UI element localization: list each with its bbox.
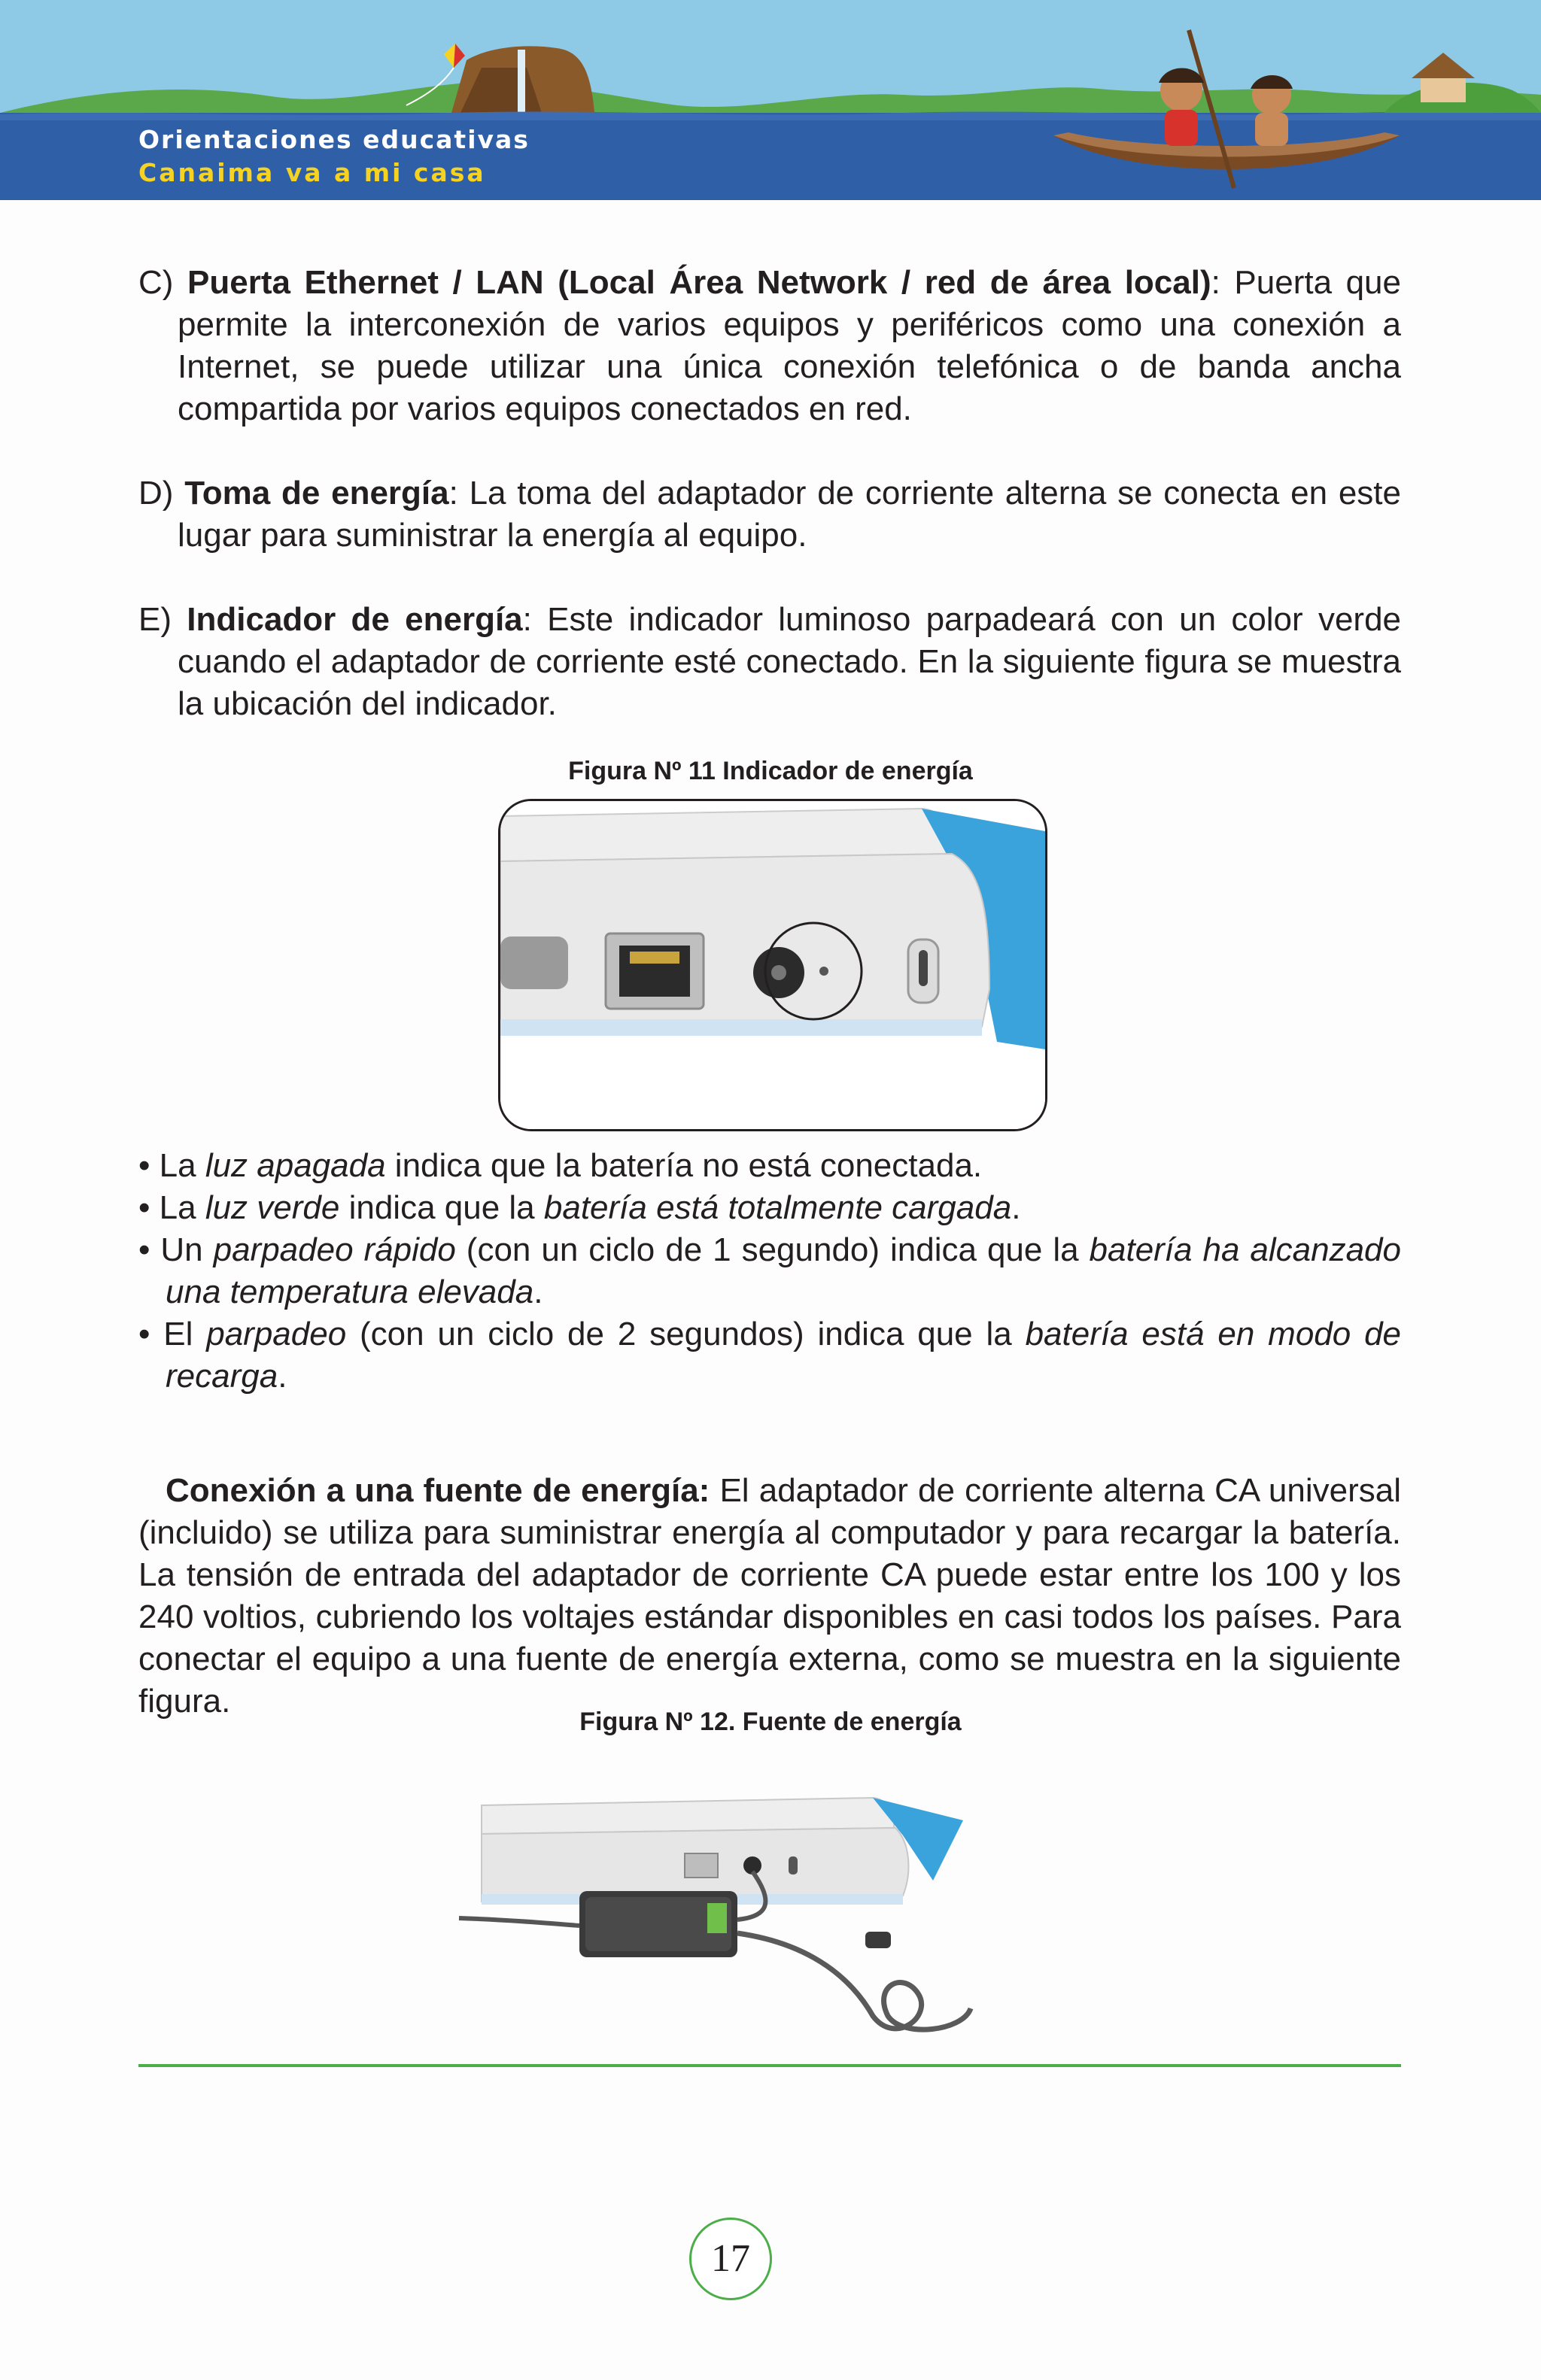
item-power-indicator [138, 599, 1401, 725]
bullet-text: La [159, 1189, 205, 1226]
bullet-text: El [163, 1316, 207, 1352]
header-title: Orientaciones educativas [138, 125, 530, 154]
bullet-text: Un [160, 1231, 214, 1268]
bullet-emphasis: batería ha alcanzado una temperatura elevada [166, 1231, 1402, 1310]
port-descriptions [138, 262, 1401, 725]
power-connection-paragraph [138, 1470, 1401, 1723]
item-letter: C) [138, 264, 174, 301]
bullet-mark: • [138, 1189, 150, 1226]
item-letter: D) [138, 475, 174, 512]
item-power-socket [138, 472, 1401, 557]
indicator-states-list [138, 1145, 1401, 1398]
list-item [138, 1229, 1401, 1313]
item-term: Toma de energía [184, 475, 449, 512]
header-banner [0, 0, 1541, 200]
bullet-text: . [533, 1273, 543, 1310]
bullet-emphasis: luz verde [205, 1189, 340, 1226]
header-subtitle: Canaima va a mi casa [138, 158, 486, 187]
list-item [138, 1145, 1401, 1187]
laptop-ports-closeup [500, 801, 1045, 1129]
item-text: : La toma del adaptador de corriente alterna se conecta en este lugar para suministrar la energía al equipo. [178, 475, 1401, 554]
page-number: 17 [689, 2218, 772, 2300]
list-item [138, 1313, 1401, 1398]
laptop-with-power-adapter [451, 1790, 1114, 2046]
item-term: Puerta Ethernet / LAN (Local Área Network / red de área local) [187, 264, 1211, 301]
bullet-emphasis: batería está en modo de recarga [166, 1316, 1402, 1395]
bullet-mark: • [138, 1231, 150, 1268]
bullet-text: indica que la [339, 1189, 544, 1226]
bullet-text: (con un ciclo de 1 segundo) indica que la [455, 1231, 1090, 1268]
bullet-emphasis: luz apagada [205, 1147, 386, 1184]
figure-11-image [498, 799, 1047, 1131]
bullet-emphasis: parpadeo rápido [213, 1231, 456, 1268]
bullet-mark: • [138, 1316, 150, 1352]
footer-divider [138, 2064, 1401, 2067]
figure-11-caption: Figura Nº 11 Indicador de energía [568, 757, 973, 785]
item-ethernet-port [138, 262, 1401, 430]
item-text: : Puerta que permite la interconexión de varios equipos y periféricos como una conexión a Internet, se puede utilizar una única conexión telefónica o de banda ancha compartida por varios equipos conectados en red. [178, 264, 1401, 427]
bullet-text: indica que la batería no está conectada. [385, 1147, 983, 1184]
bullet-emphasis: batería está totalmente cargada [543, 1189, 1012, 1226]
figure-12-image [451, 1790, 1114, 2046]
item-term: Indicador de energía [187, 601, 523, 638]
bullet-emphasis: parpadeo [206, 1316, 347, 1352]
list-item [138, 1187, 1401, 1229]
paragraph-heading: Conexión a una fuente de energía: [166, 1472, 710, 1509]
bullet-text: (con un ciclo de 2 segundos) indica que la [346, 1316, 1026, 1352]
figure-12-caption: Figura Nº 12. Fuente de energía [579, 1708, 962, 1736]
bullet-mark: • [138, 1147, 150, 1184]
paragraph-text: El adaptador de corriente alterna CA universal (incluido) se utiliza para suministrar energía al computador y para recargar la batería. La tensión de entrada del adaptador de corriente CA puede estar entre los 100 y los 240 voltios, cubriendo los voltajes estándar disponibles en casi todos los países. Para conectar el equipo a una fuente de energía externa, como se muestra en la siguiente figura. [138, 1472, 1402, 1720]
bullet-text: La [159, 1147, 205, 1184]
bullet-text: . [1011, 1189, 1021, 1226]
item-letter: E) [138, 601, 172, 638]
bullet-text: . [278, 1358, 287, 1395]
item-text: : Este indicador luminoso parpadeará con un color verde cuando el adaptador de corriente esté conectado. En la siguiente figura se muestra la ubicación del indicador. [178, 601, 1402, 722]
